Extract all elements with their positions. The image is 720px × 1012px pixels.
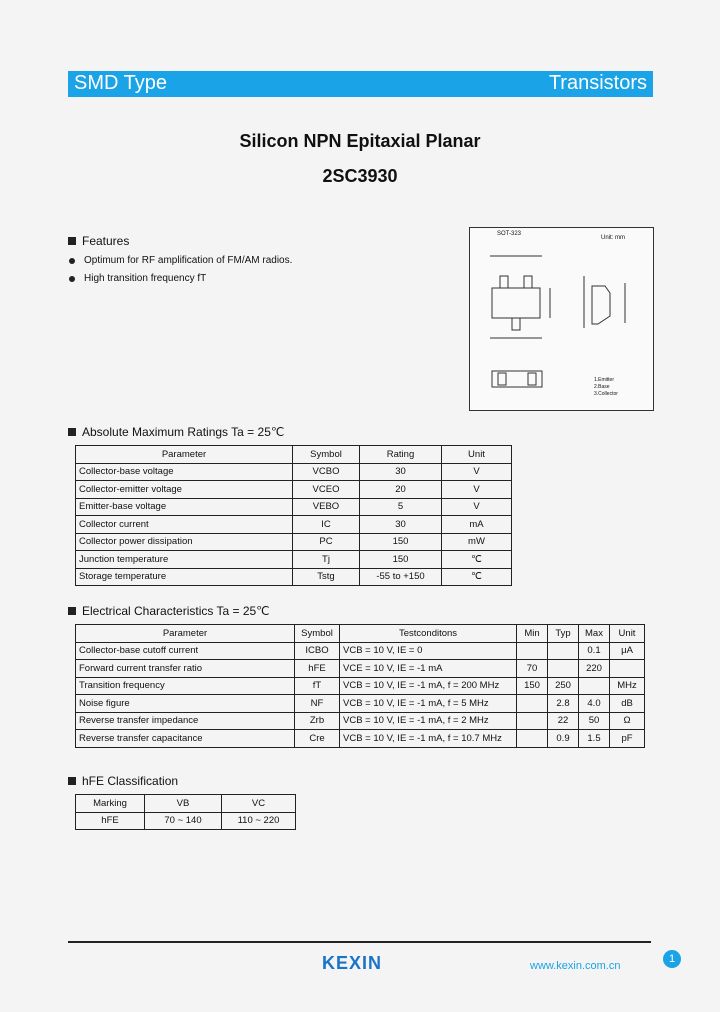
- table-cell: 0.9: [548, 730, 579, 748]
- table-cell: VEBO: [293, 498, 360, 516]
- feature-item: [69, 273, 206, 284]
- table-cell: [517, 712, 548, 730]
- elec-table: [75, 624, 645, 748]
- table-cell: 150: [517, 677, 548, 695]
- table-cell: PC: [293, 533, 360, 551]
- table-cell: 110 ~ 220: [222, 812, 296, 830]
- table-header-row: [76, 446, 512, 464]
- elec-heading-label: Electrical Characteristics Ta = 25℃: [82, 604, 270, 618]
- product-category: Transistors: [548, 72, 647, 94]
- table-cell: Noise figure: [76, 695, 295, 713]
- table-cell: V: [442, 498, 512, 516]
- part-number: 2SC3930: [322, 166, 398, 186]
- table-cell: V: [442, 463, 512, 481]
- table-cell: [517, 642, 548, 660]
- table-cell: mA: [442, 516, 512, 534]
- table-row: [76, 551, 512, 569]
- elec-heading: [68, 604, 270, 618]
- column-header: VB: [145, 795, 222, 813]
- table-cell: 150: [360, 533, 442, 551]
- table-cell: Transition frequency: [76, 677, 295, 695]
- column-header: Min: [517, 625, 548, 643]
- table-cell: Forward current transfer ratio: [76, 660, 295, 678]
- hfe-table: [75, 794, 296, 830]
- bullet-dot-icon: [69, 258, 75, 264]
- table-cell: 22: [548, 712, 579, 730]
- table-cell: fT: [295, 677, 340, 695]
- table-cell: VCEO: [293, 481, 360, 499]
- column-header: Typ: [548, 625, 579, 643]
- table-row: [76, 812, 296, 830]
- table-cell: [548, 642, 579, 660]
- column-header: Marking: [76, 795, 145, 813]
- page-title: Silicon NPN Epitaxial Planar: [239, 131, 481, 151]
- table-cell: 1.5: [579, 730, 610, 748]
- column-header: Unit: [610, 625, 645, 643]
- table-cell: Collector-base cutoff current: [76, 642, 295, 660]
- table-cell: [517, 730, 548, 748]
- doc-category: SMD Type: [74, 72, 167, 94]
- column-header: Parameter: [76, 446, 293, 464]
- table-cell: [548, 660, 579, 678]
- table-cell: IC: [293, 516, 360, 534]
- table-cell: Tstg: [293, 568, 360, 586]
- abs-max-heading: [68, 425, 284, 439]
- package-drawing: [469, 227, 654, 411]
- pin-legend: [594, 377, 618, 398]
- hfe-heading-label: hFE Classification: [82, 774, 179, 788]
- company-logo: KEXIN: [322, 953, 383, 973]
- table-cell: Storage temperature: [76, 568, 293, 586]
- hfe-heading: [68, 774, 178, 788]
- table-cell: Collector-base voltage: [76, 463, 293, 481]
- column-header: Max: [579, 625, 610, 643]
- features-heading: [68, 234, 129, 248]
- table-cell: 50: [579, 712, 610, 730]
- abs-max-table: [75, 445, 512, 586]
- table-cell: Tj: [293, 551, 360, 569]
- square-bullet-icon: [68, 607, 76, 615]
- table-cell: 150: [360, 551, 442, 569]
- table-row: [76, 695, 645, 713]
- table-cell: -55 to +150: [360, 568, 442, 586]
- table-cell: μA: [610, 642, 645, 660]
- page-number: 1: [663, 950, 681, 968]
- table-cell: ℃: [442, 551, 512, 569]
- table-cell: 70 ~ 140: [145, 812, 222, 830]
- table-cell: VCB = 10 V, IE = -1 mA, f = 2 MHz: [340, 712, 517, 730]
- column-header: Testconditons: [340, 625, 517, 643]
- table-cell: VCB = 10 V, IE = 0: [340, 642, 517, 660]
- table-cell: Cre: [295, 730, 340, 748]
- feature-text: High transition frequency fT: [84, 273, 207, 284]
- column-header: Unit: [442, 446, 512, 464]
- column-header: Symbol: [295, 625, 340, 643]
- package-name: SOT-323: [497, 231, 522, 237]
- table-cell: VCE = 10 V, IE = -1 mA: [340, 660, 517, 678]
- bullet-dot-icon: [69, 276, 75, 282]
- header-bar: [68, 71, 653, 97]
- feature-item: [69, 255, 292, 266]
- column-header: Symbol: [293, 446, 360, 464]
- unit-label: Unit: mm: [601, 235, 625, 241]
- table-row: [76, 498, 512, 516]
- table-cell: Collector current: [76, 516, 293, 534]
- feature-text: Optimum for RF amplification of FM/AM radios.: [84, 255, 293, 266]
- table-header-row: [76, 625, 645, 643]
- table-cell: [579, 677, 610, 695]
- table-cell: Reverse transfer impedance: [76, 712, 295, 730]
- table-row: [76, 516, 512, 534]
- table-row: [76, 712, 645, 730]
- table-cell: Zrb: [295, 712, 340, 730]
- pin-2-label: 2.Base: [594, 384, 610, 390]
- table-cell: [517, 695, 548, 713]
- table-row: [76, 660, 645, 678]
- table-cell: 70: [517, 660, 548, 678]
- footer-divider: [68, 941, 651, 943]
- square-bullet-icon: [68, 237, 76, 245]
- table-cell: [610, 660, 645, 678]
- table-cell: V: [442, 481, 512, 499]
- table-cell: Junction temperature: [76, 551, 293, 569]
- table-cell: ICBO: [295, 642, 340, 660]
- column-header: VC: [222, 795, 296, 813]
- table-cell: VCB = 10 V, IE = -1 mA, f = 10.7 MHz: [340, 730, 517, 748]
- table-cell: 30: [360, 516, 442, 534]
- table-row: [76, 568, 512, 586]
- features-heading-label: Features: [82, 234, 130, 248]
- table-cell: mW: [442, 533, 512, 551]
- table-cell: Collector-emitter voltage: [76, 481, 293, 499]
- table-cell: ℃: [442, 568, 512, 586]
- table-cell: NF: [295, 695, 340, 713]
- table-cell: 5: [360, 498, 442, 516]
- table-cell: VCB = 10 V, IE = -1 mA, f = 5 MHz: [340, 695, 517, 713]
- table-cell: Emitter-base voltage: [76, 498, 293, 516]
- table-cell: 20: [360, 481, 442, 499]
- square-bullet-icon: [68, 428, 76, 436]
- company-url[interactable]: www.kexin.com.cn: [530, 960, 621, 972]
- table-header-row: [76, 795, 296, 813]
- table-row: [76, 730, 645, 748]
- table-cell: VCB = 10 V, IE = -1 mA, f = 200 MHz: [340, 677, 517, 695]
- table-row: [76, 677, 645, 695]
- table-cell: 220: [579, 660, 610, 678]
- table-cell: VCBO: [293, 463, 360, 481]
- table-cell: MHz: [610, 677, 645, 695]
- table-cell: Reverse transfer capacitance: [76, 730, 295, 748]
- table-cell: hFE: [295, 660, 340, 678]
- abs-max-heading-label: Absolute Maximum Ratings Ta = 25℃: [82, 425, 285, 439]
- table-cell: 4.0: [579, 695, 610, 713]
- column-header: Parameter: [76, 625, 295, 643]
- square-bullet-icon: [68, 777, 76, 785]
- table-row: [76, 642, 645, 660]
- table-cell: pF: [610, 730, 645, 748]
- pin-3-label: 3.Collector: [594, 391, 618, 397]
- table-cell: dB: [610, 695, 645, 713]
- table-cell: 30: [360, 463, 442, 481]
- table-row: [76, 533, 512, 551]
- pin-1-label: 1.Emitter: [594, 377, 615, 383]
- table-cell: Ω: [610, 712, 645, 730]
- table-cell: 250: [548, 677, 579, 695]
- table-cell: Collector power dissipation: [76, 533, 293, 551]
- table-cell: 2.8: [548, 695, 579, 713]
- table-row: [76, 481, 512, 499]
- table-row: [76, 463, 512, 481]
- table-cell: hFE: [76, 812, 145, 830]
- column-header: Rating: [360, 446, 442, 464]
- package-outline-icon: [470, 228, 653, 410]
- table-cell: 0.1: [579, 642, 610, 660]
